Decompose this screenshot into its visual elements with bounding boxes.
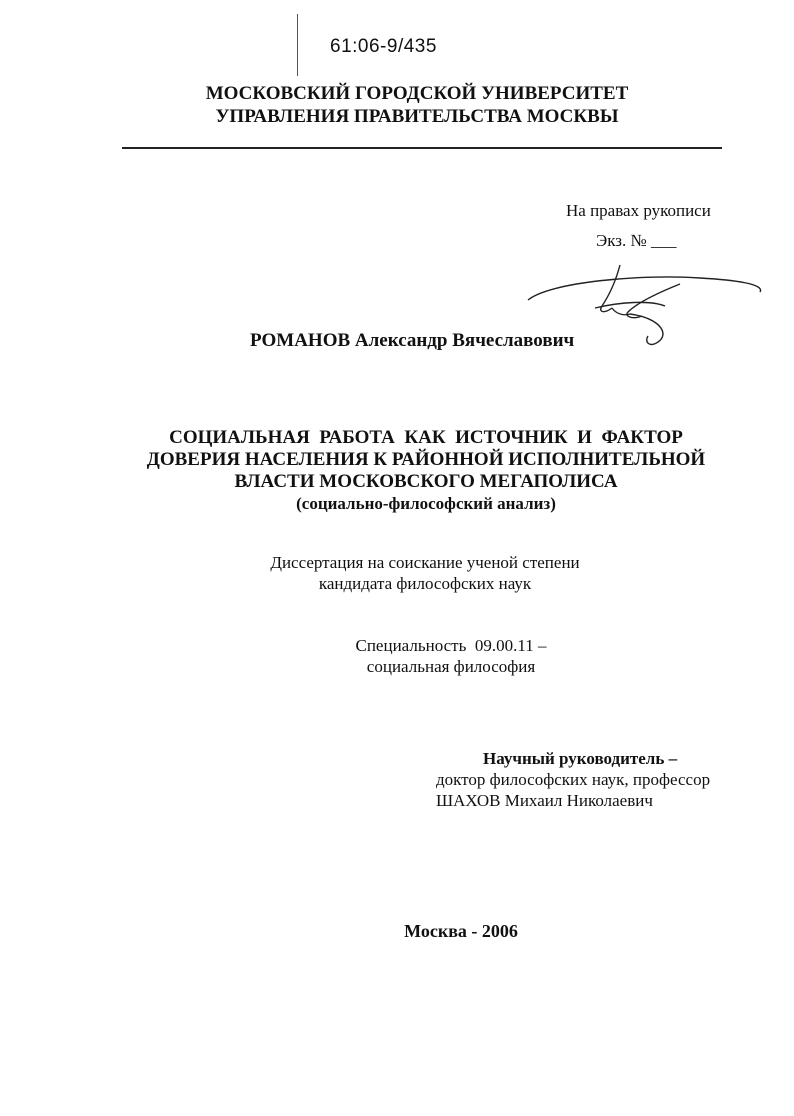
- degree-statement: [28, 552, 794, 594]
- city-year: Москва - 2006: [404, 921, 518, 941]
- university-line-2: УПРАВЛЕНИЯ ПРАВИТЕЛЬСТВА МОСКВЫ: [215, 106, 619, 127]
- advisor-name: ШАХОВ Михаил Николаевич: [436, 791, 653, 810]
- specialty-block: [54, 635, 794, 677]
- title-line-2: ДОВЕРИЯ НАСЕЛЕНИЯ К РАЙОННОЙ ИСПОЛНИТЕЛЬНОЙ: [146, 449, 706, 470]
- copy-number: Экз. № ___: [596, 231, 677, 250]
- degree-line-2: кандидата философских наук: [318, 574, 532, 593]
- specialty-line-2: социальная философия: [366, 657, 536, 676]
- manuscript-rights: На правах рукописи: [566, 201, 711, 220]
- degree-line-1: Диссертация на соискание ученой степени: [270, 553, 580, 572]
- dissertation-title: [29, 427, 794, 515]
- advisor-role: Научный руководитель –: [483, 749, 678, 768]
- header-divider: [122, 147, 722, 149]
- specialty-line-1: Специальность 09.00.11 –: [355, 636, 547, 655]
- author-name: РОМАНОВ Александр Вячеславович: [250, 330, 575, 351]
- university-line-1: МОСКОВСКИЙ ГОРОДСКОЙ УНИВЕРСИТЕТ: [205, 83, 629, 104]
- margin-line: [297, 14, 298, 76]
- university-header: [20, 82, 794, 128]
- archive-code: 61:06-9/435: [330, 36, 437, 57]
- title-subtitle: (социально-философский анализ): [296, 494, 556, 513]
- title-line-1: СОЦИАЛЬНАЯ РАБОТА КАК ИСТОЧНИК И ФАКТОР: [169, 427, 683, 448]
- advisor-degree: доктор философских наук, профессор: [436, 770, 711, 789]
- title-line-3: ВЛАСТИ МОСКОВСКОГО МЕГАПОЛИСА: [234, 471, 618, 492]
- advisor-block: [436, 748, 710, 811]
